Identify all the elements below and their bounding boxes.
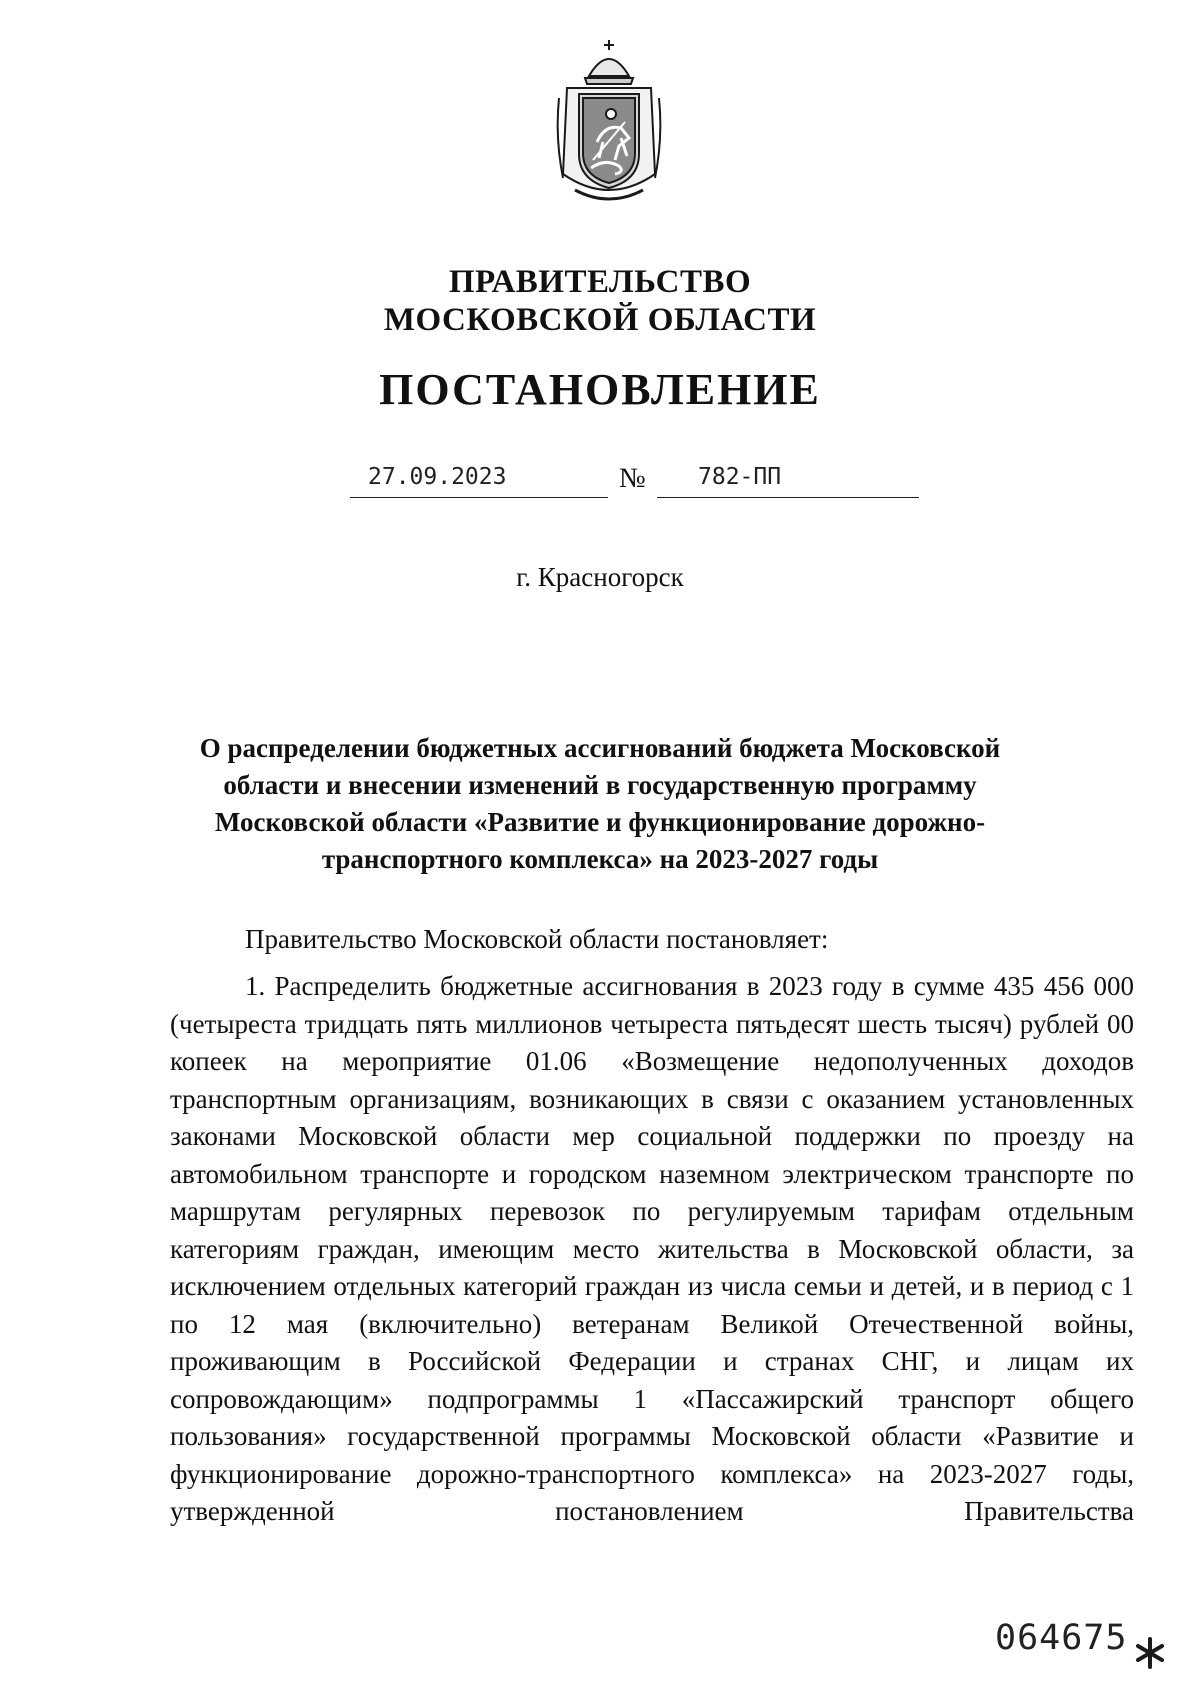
document-date: 27.09.2023 xyxy=(368,464,507,490)
number-underline xyxy=(657,497,919,498)
intro-paragraph: Правительство Московской области постановляет: xyxy=(245,924,829,954)
paragraph-1: 1. Распределить бюджетные ассигнования в 2023 году в сумме 435 456 000 (четыреста тридцать пять миллионов четыреста пятьдесят шесть тысяч) рублей 00 копеек на мероприятие 01.06 «Возмещение недополученных доходов транспортным организациям, возникающих в связи с оказанием установленных законами Московской области мер социальной поддержки по проезду на автомобильном транспорте и городском наземном электрическом транспорте по маршрутам регулярных перевозок по регулируемым тарифам отдельным категориям граждан, имеющим место жительства в Московской области, за исключением отдельных категорий граждан из числа семьи и детей, и в период с 1 по 12 мая (включительно) ветеранам Великой Отечественной войны, проживающим в Российской Федерации и странах СНГ, и лицам их сопровождающим» подпрограммы 1 «Пассажирский транспорт общего пользования» государственной программы Московской области «Развитие и функционирование дорожно-транспортного комплекса» на 2023-2027 годы, утвержденной постановлением Правительства xyxy=(170,971,1134,1526)
moscow-oblast-coat-of-arms-icon xyxy=(555,38,663,206)
date-underline xyxy=(350,497,608,498)
document-type-title: ПОСТАНОВЛЕНИЕ xyxy=(379,365,821,414)
government-name-line2: МОСКОВСКОЙ ОБЛАСТИ xyxy=(383,302,817,338)
government-name-line1: ПРАВИТЕЛЬСТВО xyxy=(448,264,752,300)
serial-number: 064675 xyxy=(995,1618,1128,1658)
city-name: г. Красногорск xyxy=(516,562,684,592)
document-subject-title: О распределении бюджетных ассигнований бюджета Московской области и внесении изменений в государственную программу Московской области «Развитие и функционирование дорожно-транспортного комплекса» на 2023-2027 годы xyxy=(199,733,1001,874)
asterisk-icon xyxy=(1133,1636,1167,1670)
number-sign: № xyxy=(619,463,646,494)
document-number: 782-ПП xyxy=(698,464,782,490)
